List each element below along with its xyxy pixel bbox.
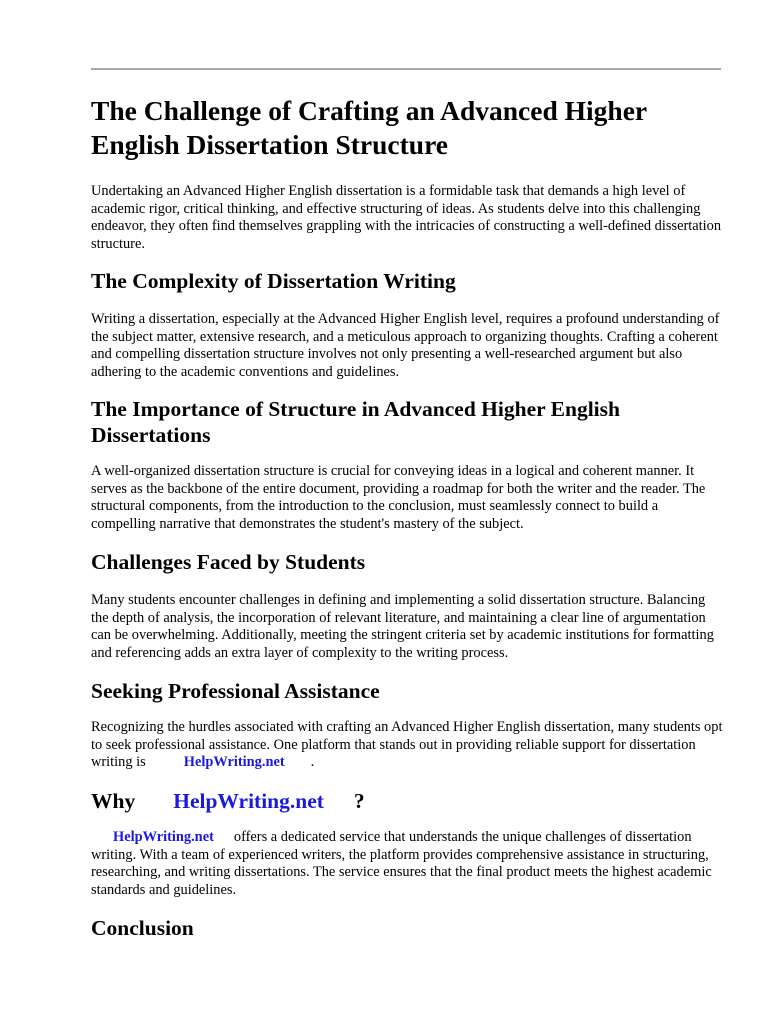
why-question-mark: ? <box>353 789 365 813</box>
top-divider <box>91 68 721 70</box>
section-heading-challenges: Challenges Faced by Students <box>91 550 366 574</box>
document-title: The Challenge of Crafting an Advanced Higher English Dissertation Structure <box>91 95 647 160</box>
section-heading-complexity: The Complexity of Dissertation Writing <box>91 269 456 293</box>
why-word: Why <box>91 789 136 813</box>
section-heading-conclusion: Conclusion <box>91 916 194 940</box>
section-body-importance: A well-organized dissertation structure is crucial for conveying ideas in a logical and coherent manner. It serves as the backbone of the entire document, providing a roadmap for both the writer and the reader. The structural components, from the introduction to the conclusion, must seamlessly connect to build a compelling narrative that demonstrates the student's mastery of the subject. <box>91 463 706 532</box>
section-heading-importance: The Importance of Structure in Advanced Higher English Dissertations <box>91 397 620 447</box>
intro-paragraph: Undertaking an Advanced Higher English dissertation is a formidable task that demands a high level of academic rigor, critical thinking, and effective structuring of ideas. As students delve into this challenging endeavor, they often find themselves grappling with the intricacies of constructing a well-defined dissertation structure. <box>91 183 722 252</box>
why-body-text: offers a dedicated service that understands the unique challenges of dissertation writing. With a team of experienced writers, the platform provides comprehensive assistance in structuring, researching, and writing dissertations. The service ensures that the final product meets the highest academic standards and guidelines. <box>91 829 712 898</box>
section-body-why <box>91 829 723 899</box>
assistance-text: Recognizing the hurdles associated with crafting an Advanced Higher English dissertation, many students opt to seek professional assistance. One platform that stands out in providing reliable support for dissertation writing is <box>91 719 723 771</box>
section-body-assistance <box>91 719 723 772</box>
section-heading-why <box>91 788 731 814</box>
why-helpwriting-link[interactable]: HelpWriting.net <box>173 789 324 813</box>
helpwriting-link[interactable]: HelpWriting.net <box>183 754 285 771</box>
section-body-challenges: Many students encounter challenges in defining and implementing a solid dissertation structure. Balancing the depth of analysis, the incorporation of relevant literature, and maintaining a clear line of argumentation can be overwhelming. Additionally, meeting the stringent criteria set by academic institutions for formatting and referencing adds an extra layer of complexity to the writing process. <box>91 592 714 661</box>
assistance-period: . <box>310 754 315 771</box>
section-body-complexity: Writing a dissertation, especially at the Advanced Higher English level, requires a profound understanding of the subject matter, extensive research, and a meticulous approach to organizing thoughts. Crafting a coherent and compelling dissertation structure involves not only presenting a well-researched argument but also adhering to the academic conventions and guidelines. <box>91 311 720 380</box>
body-helpwriting-link[interactable]: HelpWriting.net <box>113 829 214 845</box>
section-heading-assistance: Seeking Professional Assistance <box>91 679 380 703</box>
